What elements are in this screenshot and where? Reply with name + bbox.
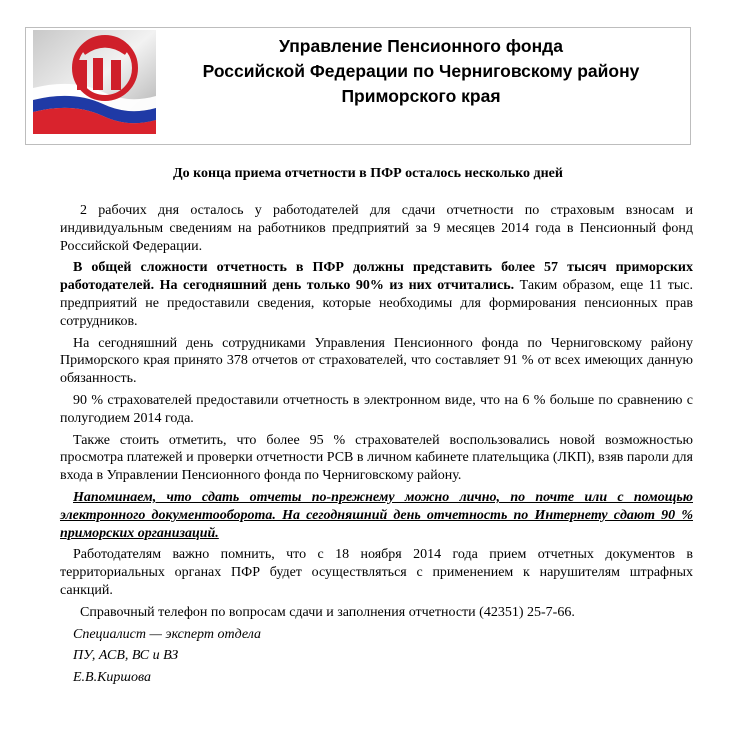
org-line-2: Российской Федерации по Черниговскому району xyxy=(202,61,640,81)
paragraph-4: 90 % страхователей предоставили отчетность в электронном виде, что на 6 % больше по сравнению с полугодием 2014 года. xyxy=(60,392,693,426)
paragraph-5: Также стоить отметить, что более 95 % страхователей воспользовались новой возможностью просмотра платежей и проверки отчетности РСВ в личном кабинете плательщика (ЛКП), взяв пароли для входа в Управлении Пенсионного фонда по Черниговскому району. xyxy=(60,432,693,484)
paragraph-3: На сегодняшний день сотрудниками Управления Пенсионного фонда по Черниговскому району Приморского края принято 378 отчетов от страхователей, что составляет 91 % от всех имеющих данную обязанность. xyxy=(60,335,693,387)
reminder-text: Напоминаем, что сдать отчеты по-прежнему можно лично, по почте или с помощью электронного документооборота. На сегодняшний день отчетность по Интернету сдают 90 % приморских организаций. xyxy=(60,489,693,541)
signature-line-3: Е.В.Киршова xyxy=(73,670,151,686)
phone-info: Справочный телефон по вопросам сдачи и заполнения отчетности (42351) 25-7-66. xyxy=(80,604,575,620)
paragraph-2-rest: Таким образом, еще 11 тыс. предприятий не предоставили сведения, которые необходимы для формирования пенсионных прав сотрудников. xyxy=(60,278,693,329)
signature-line-2: ПУ, АСВ, ВС и ВЗ xyxy=(73,648,179,664)
signature-line-1: Специалист — эксперт отдела xyxy=(73,626,261,642)
paragraph-7: Работодателям важно помнить, что с 18 ноября 2014 года прием отчетных документов в территориальных органах ПФР будет осуществляться с применением к нарушителям штрафных санкций. xyxy=(60,547,693,598)
document-body xyxy=(60,202,693,691)
paragraph-2-bold: В общей сложности отчетность в ПФР должны представить более 57 тысяч приморских работодателей. На сегодняшний день только 90% из них отчитались. xyxy=(60,260,693,294)
org-line-1: Управление Пенсионного фонда xyxy=(279,36,563,56)
organization-name xyxy=(181,34,661,109)
paragraph-6 xyxy=(60,489,693,542)
org-line-3: Приморского края xyxy=(341,86,501,106)
paragraph-1: 2 рабочих дня осталось у работодателей для сдачи отчетности по страховым взносам и индивидуальным сведениям на работников предприятий за 9 месяцев 2014 года в Пенсионный фонд Российской Федерации. xyxy=(60,203,693,254)
document-title: До конца приема отчетности в ПФР осталось несколько дней xyxy=(173,166,563,181)
letterhead xyxy=(25,27,691,145)
paragraph-2 xyxy=(60,259,693,330)
pfr-logo xyxy=(33,30,156,134)
